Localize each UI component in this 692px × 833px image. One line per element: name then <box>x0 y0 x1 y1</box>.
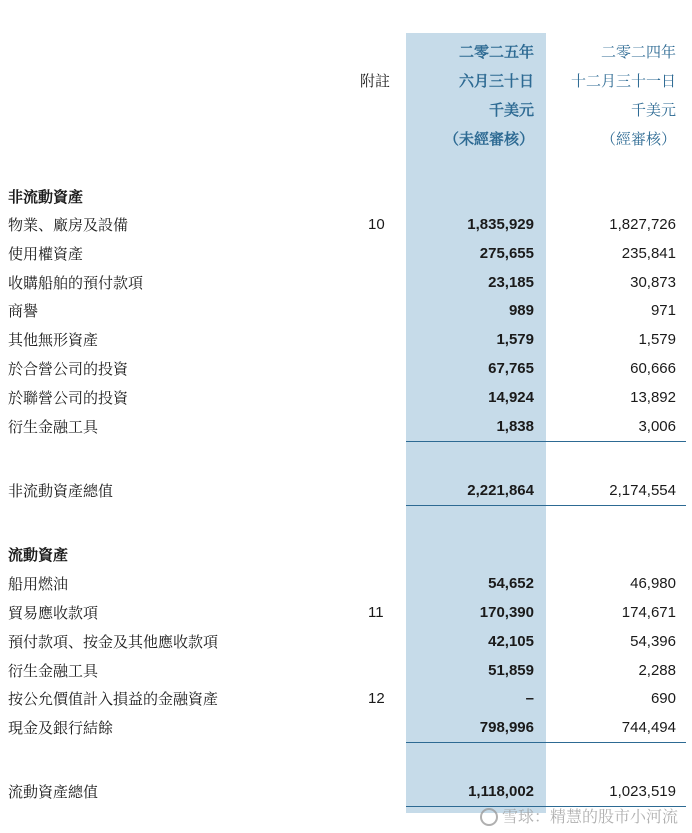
row-note: 10 <box>368 216 385 233</box>
row-current-value: 275,655 <box>479 245 534 262</box>
row-note: 11 <box>368 604 384 621</box>
row-label: 收購船舶的預付款項 <box>8 274 144 292</box>
watermark <box>480 804 678 827</box>
total-previous-value: 1,023,519 <box>609 783 676 800</box>
previous-period-year: 二零二四年 <box>600 43 676 61</box>
row-label: 其他無形資產 <box>8 331 99 349</box>
row-current-value: 1,579 <box>496 331 534 348</box>
subtotal-rule-previous <box>546 742 686 743</box>
row-previous-value: 46,980 <box>630 575 676 592</box>
row-previous-value: 13,892 <box>630 389 676 406</box>
row-current-value: 14,924 <box>488 389 534 406</box>
table-row <box>0 359 692 379</box>
non-current-assets-heading: 非流動資產 <box>8 188 84 206</box>
table-row <box>0 215 692 235</box>
row-current-value: 989 <box>508 302 534 319</box>
row-label: 商譽 <box>8 302 39 320</box>
current-period-year: 二零二五年 <box>458 43 534 61</box>
note-column-header: 附註 <box>360 72 391 90</box>
subtotal-rule-previous <box>546 441 686 442</box>
table-row <box>0 603 692 623</box>
table-row <box>0 273 692 293</box>
row-previous-value: 1,579 <box>638 331 676 348</box>
row-current-value: 170,390 <box>479 604 534 621</box>
subtotal-rule-current <box>406 742 546 743</box>
table-row <box>0 417 692 437</box>
row-label: 物業、廠房及設備 <box>8 216 129 234</box>
row-previous-value: 235,841 <box>621 245 676 262</box>
table-row <box>0 718 692 738</box>
current-assets-heading: 流動資產 <box>8 546 69 564</box>
table-row <box>0 301 692 321</box>
row-previous-value: 174,671 <box>621 604 676 621</box>
non-current-total-row <box>0 481 692 501</box>
row-label: 按公允價值計入損益的金融資產 <box>8 690 219 708</box>
total-current-value: 2,221,864 <box>467 482 534 499</box>
row-label: 衍生金融工具 <box>8 662 99 680</box>
row-current-value: 42,105 <box>488 633 534 650</box>
row-previous-value: 30,873 <box>630 274 676 291</box>
total-current-value: 1,118,002 <box>468 783 534 800</box>
watermark-text: 雪球：精慧的股市小河流 <box>501 807 678 826</box>
table-row <box>0 388 692 408</box>
row-previous-value: 60,666 <box>630 360 676 377</box>
row-label: 於合營公司的投資 <box>8 360 129 378</box>
total-label: 非流動資產總值 <box>8 482 114 500</box>
row-label: 現金及銀行結餘 <box>8 719 114 737</box>
row-note: 12 <box>368 690 385 707</box>
table-row <box>0 689 692 709</box>
total-label: 流動資產總值 <box>8 783 99 801</box>
row-current-value: 23,185 <box>488 274 534 291</box>
row-previous-value: 744,494 <box>621 719 676 736</box>
snowball-logo-icon <box>480 808 498 826</box>
total-rule-previous <box>546 505 686 506</box>
current-period-unit: 千美元 <box>488 101 534 119</box>
total-rule-current <box>406 505 546 506</box>
row-previous-value: 54,396 <box>630 633 676 650</box>
row-label: 衍生金融工具 <box>8 418 99 436</box>
row-previous-value: 3,006 <box>638 418 676 435</box>
previous-period-audit-status: （經審核） <box>600 130 676 148</box>
current-total-row <box>0 782 692 802</box>
row-label: 於聯營公司的投資 <box>8 389 129 407</box>
row-current-value: 1,835,929 <box>467 216 534 233</box>
row-previous-value: 971 <box>650 302 676 319</box>
table-row <box>0 330 692 350</box>
row-current-value: 798,996 <box>479 719 534 736</box>
row-current-value: 67,765 <box>488 360 534 377</box>
previous-period-date: 十二月三十一日 <box>570 72 676 90</box>
table-row <box>0 632 692 652</box>
row-label: 使用權資產 <box>8 245 84 263</box>
current-period-audit-status: （未經審核） <box>443 130 534 148</box>
row-current-value: 51,859 <box>488 662 534 679</box>
row-current-value: – <box>525 690 534 707</box>
subtotal-rule-current <box>406 441 546 442</box>
total-previous-value: 2,174,554 <box>609 482 676 499</box>
previous-period-unit: 千美元 <box>630 101 676 119</box>
row-previous-value: 2,288 <box>638 662 676 679</box>
row-label: 貿易應收款項 <box>8 604 99 622</box>
current-period-date: 六月三十日 <box>458 72 534 90</box>
table-row <box>0 244 692 264</box>
row-label: 船用燃油 <box>8 575 69 593</box>
row-previous-value: 1,827,726 <box>609 216 676 233</box>
row-current-value: 54,652 <box>488 575 534 592</box>
table-row <box>0 661 692 681</box>
row-current-value: 1,838 <box>496 418 534 435</box>
table-row <box>0 574 692 594</box>
row-label: 預付款項、按金及其他應收款項 <box>8 633 219 651</box>
row-previous-value: 690 <box>650 690 676 707</box>
